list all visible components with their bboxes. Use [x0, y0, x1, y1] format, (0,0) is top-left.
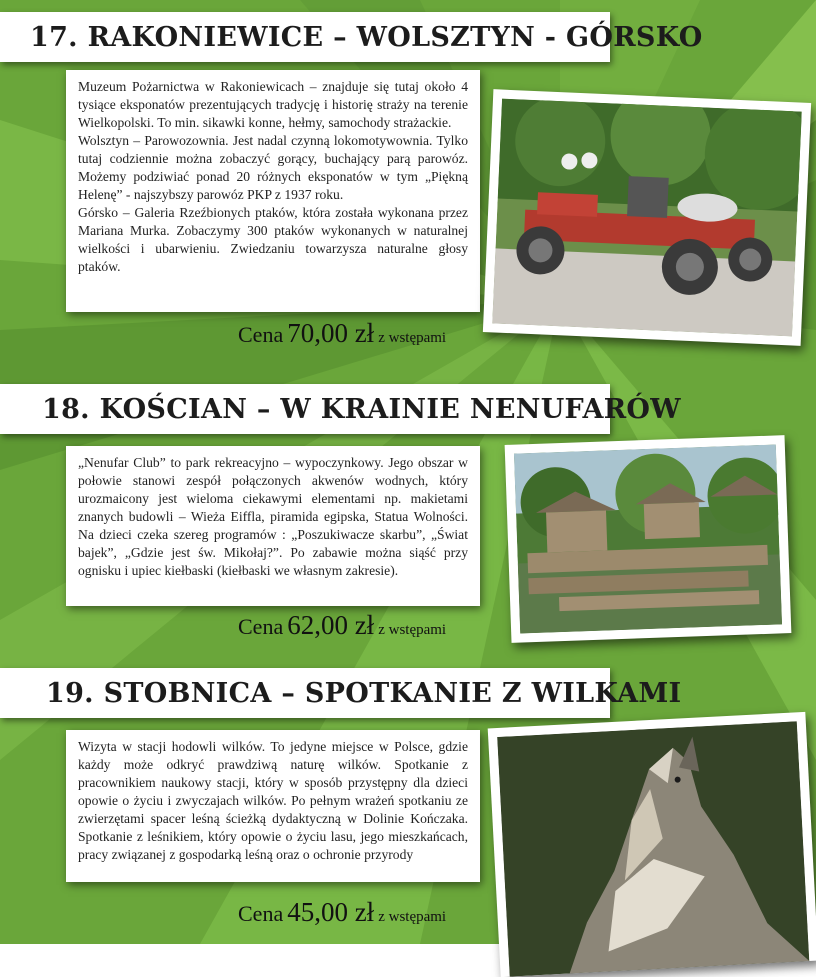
fire-engine-photo [483, 89, 811, 346]
section-18-description [66, 446, 480, 606]
section-18-title-bar [0, 384, 681, 434]
price-label: Cena [238, 614, 284, 639]
price-suffix: z wstępami [378, 909, 447, 925]
section-18-title: 18. KOŚCIAN – W KRAINIE NENUFARÓW [42, 393, 681, 425]
section-18-price [238, 610, 446, 641]
wooden-playground-photo [505, 435, 792, 643]
price-suffix: z wstępami [378, 330, 447, 346]
wolf-illustration [497, 721, 809, 976]
paragraph: Górsko – Galeria Rzeźbionych ptaków, która została wykonana przez Mariana Murka. Zobaczymy 300 ptaków wykonanych w naturalnej wielkości i ubarwieniu. Zwiedzaniu towarzysza naturalne głosy ptaków. [78, 205, 468, 274]
section-19-description [66, 730, 480, 882]
section-19-title: 19. STOBNICA – SPOTKANIE Z WILKAMI [46, 677, 682, 709]
section-17-title-bar [0, 12, 703, 62]
price-amount: 45,00 zł [287, 897, 375, 927]
howling-wolf-photo [488, 712, 816, 977]
section-17-title: 17. RAKONIEWICE – WOLSZTYN - GÓRSKO [30, 21, 703, 53]
section-19-price [238, 897, 446, 928]
paragraph: Wizyta w stacji hodowli wilków. To jedyne miejsce w Polsce, gdzie każdy może odkryć prawdziwą naturę wilków. Spotkanie z pracownikiem naukowy stacji, który w sposób przystępny dla dzieci opowie o życiu i zwyczajach wilków. Po pełnym wrażeń spotkaniu ze zwierzętami spacer leśną ścieżką dydaktyczną w Dolinie Kończaka. Spotkanie z leśnikiem, który opowie o życiu lasu, jego mieszkańcach, pracy związanej z gospodarką leśną oraz o ochronie przyrody [78, 739, 468, 862]
paragraph: „Nenufar Club” to park rekreacyjno – wypoczynkowy. Jego obszar w połowie stanowi zespół połączonych akwenów wodnych, który urozmaicony jest wieloma ciekawymi elementami np. makietami znanych budowli – Wieża Eiffla, piramida egipska, Statua Wolności. Na dzieci czeka szereg programów : „Poszukiwacze skarbu”, „Świat bajek”, „Gdzie jest św. Mikołaj?”. Po zabawie można siąść przy ognisku i upiec kiełbaski (kiełbaski we własnym zakresie). [78, 455, 468, 578]
price-label: Cena [238, 901, 284, 926]
section-19-title-bar [0, 668, 682, 718]
price-label: Cena [238, 322, 284, 347]
fire-engine-illustration [492, 99, 802, 337]
paragraph: Wolsztyn – Parowozownia. Jest nadal czynną lokomotywownia. Tylko tutaj codziennie można zobaczyć gorący, buchający parą parowóz. Możemy podziwiać ponad 20 różnych eksponatów w tym „Piękną Helenę” - najszybszy parowóz PKP z 1937 roku. [78, 133, 468, 202]
section-17-description [66, 70, 480, 312]
paragraph: Muzeum Pożarnictwa w Rakoniewicach – znajduje się tutaj około 4 tysiące eksponatów prezentujących tradycję i historię straży na terenie Wielkopolski. To min. sikawki konne, hełmy, samochody strażackie. [78, 79, 468, 130]
price-suffix: z wstępami [378, 622, 447, 638]
price-amount: 62,00 zł [287, 610, 375, 640]
price-amount: 70,00 zł [287, 318, 375, 348]
section-17-price [238, 318, 446, 349]
playground-illustration [514, 444, 782, 633]
